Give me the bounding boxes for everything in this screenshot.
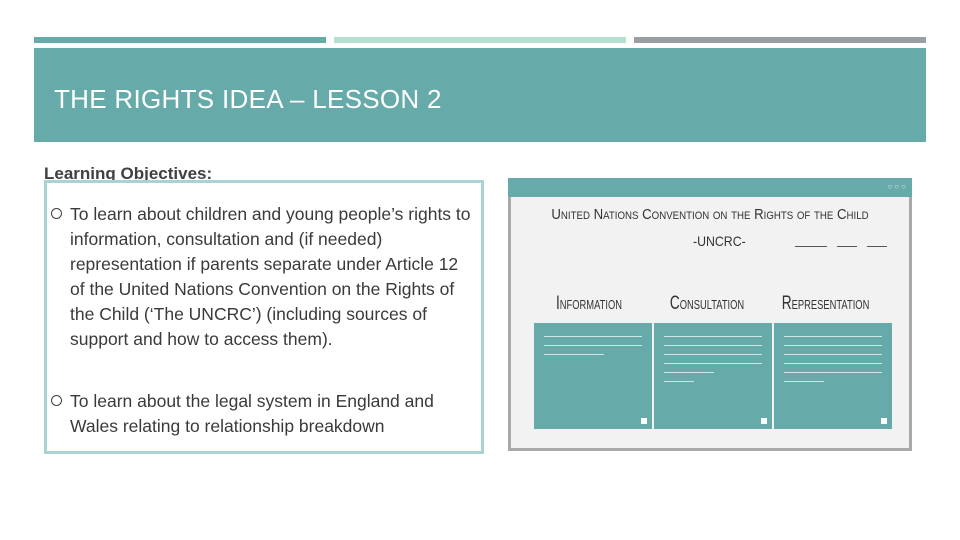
slide-image-title: United Nations Convention on the Rights of the Child: [551, 206, 869, 223]
top-accent-bar-1: [34, 37, 326, 43]
card-text-line: [664, 363, 762, 364]
title-band: [34, 48, 926, 142]
objective-text-2: To learn about the legal system in England and Wales relating to relationship breakdown: [70, 391, 434, 436]
card-text-line: [784, 381, 824, 382]
card-text-line: [784, 372, 882, 373]
card-text-line: [664, 336, 762, 337]
dash-decoration: [837, 246, 857, 247]
circle-bullet-icon: [51, 395, 62, 406]
top-accent-bar-2: [334, 37, 626, 43]
objective-item-2: [49, 389, 477, 439]
slide-image-content: [511, 197, 909, 448]
column-heading-consultation: Consultation: [669, 293, 745, 314]
card-text-line: [784, 354, 882, 355]
card-corner-square: [641, 418, 647, 424]
top-accent-bar-3: [634, 37, 926, 43]
card-corner-square: [761, 418, 767, 424]
slide-image-subtitle: -UNCRC-: [693, 233, 746, 249]
information-card: [534, 323, 652, 429]
slide-image-topbar: [508, 178, 912, 197]
card-text-line: [784, 336, 882, 337]
card-text-line: [544, 336, 642, 337]
consultation-card: [654, 323, 772, 429]
objectives-heading: Learning Objectives:: [44, 164, 213, 183]
card-text-line: [664, 354, 762, 355]
column-heading-information: Information: [555, 293, 623, 314]
card-text-line: [664, 372, 714, 373]
dash-decoration: [867, 246, 887, 247]
card-text-line: [544, 354, 604, 355]
representation-card: [774, 323, 892, 429]
window-dots-icon: ○○○: [887, 182, 908, 191]
objective-text-1: To learn about children and young people’s rights to information, consultation and (if needed) representation if parents separate under Article 12 of the United Nations Convention on the Rights of the Child (‘The UNCRC’) (including sources of support and how to access them).: [70, 204, 471, 349]
dash-decoration: [795, 246, 827, 247]
objective-item-1: [49, 202, 477, 352]
circle-bullet-icon: [51, 208, 62, 219]
column-heading-representation: Representation: [781, 293, 870, 314]
card-text-line: [664, 381, 694, 382]
page-title: THE RIGHTS IDEA – LESSON 2: [54, 84, 442, 114]
card-corner-square: [881, 418, 887, 424]
card-text-line: [784, 363, 882, 364]
objectives-box: [44, 180, 484, 454]
card-text-line: [664, 345, 762, 346]
card-text-line: [784, 345, 882, 346]
uncrc-slide-image: [508, 178, 912, 451]
card-text-line: [544, 345, 642, 346]
